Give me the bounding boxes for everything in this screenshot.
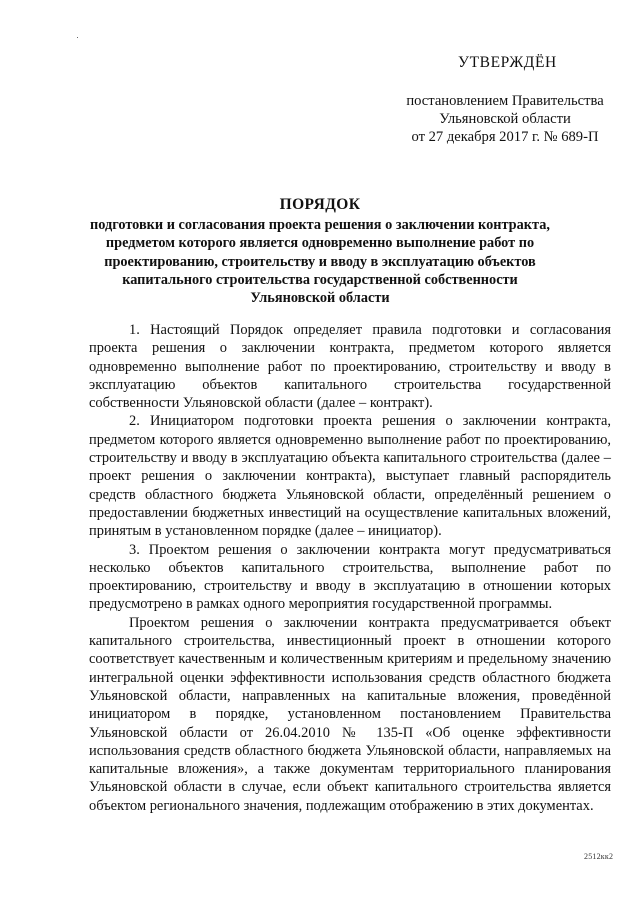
document-body bbox=[89, 321, 611, 815]
approval-line-1: постановлением Правительства bbox=[406, 93, 604, 109]
paragraph-1: 1. Настоящий Порядок определяет правила подготовки и согласования проекта решения о заключении контракта, предметом которого является одновременно выполнение работ по проектированию, строительству и вводу в эксплуатацию объектов капитального строительства государственной собственности Ульяновской области (далее – контракт). bbox=[89, 322, 611, 412]
document-code: 2512кк2 bbox=[584, 852, 614, 861]
approval-line-2: Ульяновской области bbox=[439, 111, 571, 127]
document-title: ПОРЯДОК bbox=[279, 196, 361, 213]
paragraph-2: 2. Инициатором подготовки проекта решения о заключении контракта, предметом которого является одновременно выполнение работ по проектированию, строительству и вводу в эксплуатацию объекта капитального строительства (далее – проект решения о заключении контракта), выступает главный распорядитель средств областного бюджета Ульяновской области, определённый решением о предоставлении бюджетных инвестиций на осуществление капитальных вложений, принятым в установленном порядке (далее – инициатор). bbox=[89, 413, 611, 540]
approval-line-3: от 27 декабря 2017 г. № 689-П bbox=[411, 129, 599, 145]
approval-details bbox=[380, 92, 630, 146]
approved-stamp-label: УТВЕРЖДЁН bbox=[458, 54, 557, 71]
document-subtitle: подготовки и согласования проекта решения о заключении контракта, предметом которого является одновременно выполнение работ по проектированию, строительству и вводу в эксплуатацию объектов капитального строительства государственной собственности Ульяновской области bbox=[90, 217, 550, 307]
scan-speck bbox=[77, 37, 78, 38]
paragraph-3: 3. Проектом решения о заключении контракта могут предусматриваться несколько объектов капитального строительства, выполнение работ по проектированию, строительству и вводу в эксплуатацию в отношении которых предусмотрено в рамках одного мероприятия государственной программы. bbox=[89, 541, 611, 613]
paragraph-4: Проектом решения о заключении контракта предусматривается объект капитального строительства, инвестиционный проект в отношении которого соответствует качественным и количественным критериям и предельному значению интегральной оценки эффективности использования средств областного бюджета Ульяновской области, направленных на капитальные вложения, проведённой инициатором в порядке, установленном постановлением Правительства Ульяновской области от 26.04.2010 № 135-П «Об оценке эффективности использования средств областного бюджета Ульяновской области, направляемых на капитальные вложения», а также документам территориального планирования Ульяновской области в случае, если объект капитального строительства является объектом регионального значения, подлежащим отображению в этих документах. bbox=[89, 614, 611, 814]
